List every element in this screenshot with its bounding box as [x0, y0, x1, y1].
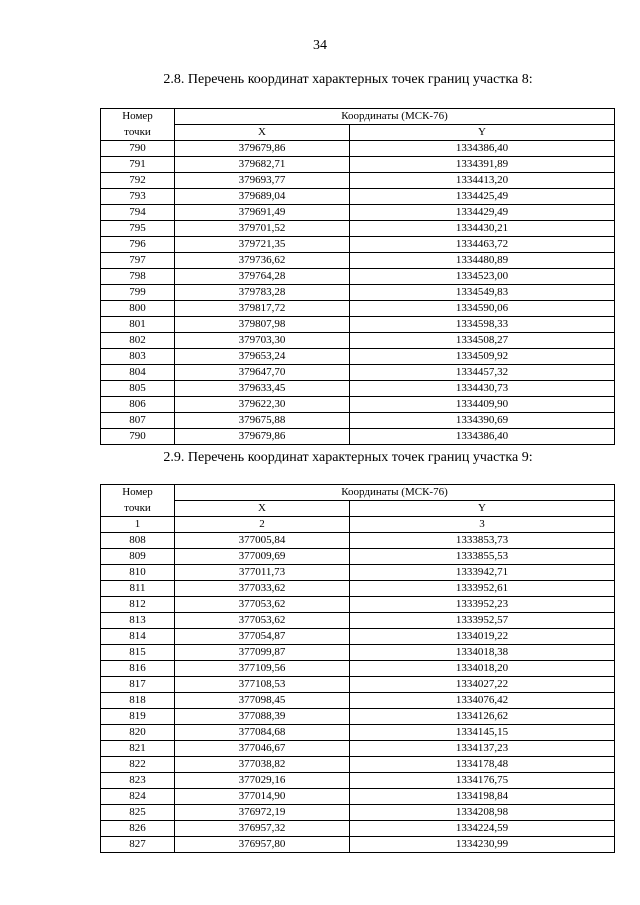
x-coordinate-cell: 379647,70: [175, 365, 350, 381]
x-coordinate-cell: 379701,52: [175, 221, 350, 237]
y-coordinate-cell: 1334413,20: [350, 173, 615, 189]
table-row: [101, 597, 615, 613]
table-row: [101, 565, 615, 581]
point-number-cell: 797: [101, 253, 175, 269]
point-number-cell: 815: [101, 645, 175, 661]
x-coordinate-cell: 379682,71: [175, 157, 350, 173]
x-coordinate-cell: 377099,87: [175, 645, 350, 661]
x-coordinate-cell: 377029,16: [175, 773, 350, 789]
y-coordinate-cell: 1334391,89: [350, 157, 615, 173]
point-number-cell: 818: [101, 693, 175, 709]
table-row: [101, 725, 615, 741]
y-coordinate-cell: 1333855,53: [350, 549, 615, 565]
page-number: 34: [313, 38, 327, 53]
y-coordinate-cell: 1334076,42: [350, 693, 615, 709]
table-row: [101, 381, 615, 397]
table-row: [101, 253, 615, 269]
table-row: [101, 661, 615, 677]
x-coordinate-cell: 379807,98: [175, 317, 350, 333]
coordinates-table-9: [100, 484, 615, 853]
x-coordinate-cell: 379633,45: [175, 381, 350, 397]
x-coordinate-cell: 377053,62: [175, 597, 350, 613]
header-point-number: Номер: [101, 485, 175, 501]
y-coordinate-cell: 1334176,75: [350, 773, 615, 789]
point-number-cell: 809: [101, 549, 175, 565]
header-x: X: [175, 501, 350, 517]
y-coordinate-cell: 1334019,22: [350, 629, 615, 645]
y-coordinate-cell: 1334137,23: [350, 741, 615, 757]
table-row: [101, 709, 615, 725]
x-coordinate-cell: 379764,28: [175, 269, 350, 285]
column-numbering-row: [101, 517, 615, 533]
table-row: [101, 285, 615, 301]
x-coordinate-cell: 377109,56: [175, 661, 350, 677]
y-coordinate-cell: 1334224,59: [350, 821, 615, 837]
y-coordinate-cell: 1334590,06: [350, 301, 615, 317]
header-x: X: [175, 125, 350, 141]
point-number-cell: 817: [101, 677, 175, 693]
point-number-cell: 805: [101, 381, 175, 397]
header-y: Y: [350, 501, 615, 517]
y-coordinate-cell: 1334145,15: [350, 725, 615, 741]
x-coordinate-cell: 377014,90: [175, 789, 350, 805]
point-number-cell: 793: [101, 189, 175, 205]
table-row: [101, 613, 615, 629]
table-row: [101, 317, 615, 333]
x-coordinate-cell: 377011,73: [175, 565, 350, 581]
x-coordinate-cell: 377005,84: [175, 533, 350, 549]
point-number-cell: 820: [101, 725, 175, 741]
point-number-cell: 799: [101, 285, 175, 301]
table-row: [101, 581, 615, 597]
point-number-cell: 796: [101, 237, 175, 253]
point-number-cell: 791: [101, 157, 175, 173]
y-coordinate-cell: 1334386,40: [350, 429, 615, 445]
y-coordinate-cell: 1334386,40: [350, 141, 615, 157]
x-coordinate-cell: 379653,24: [175, 349, 350, 365]
x-coordinate-cell: 377098,45: [175, 693, 350, 709]
point-number-cell: 823: [101, 773, 175, 789]
x-coordinate-cell: 376957,32: [175, 821, 350, 837]
header-coordinates: Координаты (МСК-76): [175, 109, 615, 125]
point-number-cell: 806: [101, 397, 175, 413]
table-row: [101, 349, 615, 365]
y-coordinate-cell: 1334018,38: [350, 645, 615, 661]
table-row: [101, 837, 615, 853]
point-number-cell: 790: [101, 141, 175, 157]
x-coordinate-cell: 377053,62: [175, 613, 350, 629]
table-row: [101, 821, 615, 837]
table-row: [101, 237, 615, 253]
point-number-cell: 810: [101, 565, 175, 581]
x-coordinate-cell: 379679,86: [175, 141, 350, 157]
x-coordinate-cell: 379703,30: [175, 333, 350, 349]
point-number-cell: 812: [101, 597, 175, 613]
point-number-cell: 819: [101, 709, 175, 725]
point-number-cell: 801: [101, 317, 175, 333]
x-coordinate-cell: 379783,28: [175, 285, 350, 301]
table-row: [101, 757, 615, 773]
table-row: [101, 773, 615, 789]
header-point-number: Номер: [101, 109, 175, 125]
y-coordinate-cell: 1334178,48: [350, 757, 615, 773]
table-row: [101, 365, 615, 381]
table-row: [101, 205, 615, 221]
table-row: [101, 269, 615, 285]
y-coordinate-cell: 1334230,99: [350, 837, 615, 853]
x-coordinate-cell: 377088,39: [175, 709, 350, 725]
point-number-cell: 798: [101, 269, 175, 285]
point-number-cell: 814: [101, 629, 175, 645]
y-coordinate-cell: 1334018,20: [350, 661, 615, 677]
y-coordinate-cell: 1334463,72: [350, 237, 615, 253]
x-coordinate-cell: 379679,86: [175, 429, 350, 445]
section-title-8: 2.8. Перечень координат характерных точек границ участка 8:: [163, 72, 533, 87]
y-coordinate-cell: 1334430,21: [350, 221, 615, 237]
column-number-3: 3: [350, 517, 615, 533]
column-number-1: 1: [101, 517, 175, 533]
header-point-label: точки: [101, 501, 175, 517]
table-row: [101, 533, 615, 549]
y-coordinate-cell: 1334208,98: [350, 805, 615, 821]
table-row: [101, 301, 615, 317]
column-number-2: 2: [175, 517, 350, 533]
point-number-cell: 822: [101, 757, 175, 773]
x-coordinate-cell: 377054,87: [175, 629, 350, 645]
x-coordinate-cell: 379693,77: [175, 173, 350, 189]
table-row: [101, 805, 615, 821]
point-number-cell: 826: [101, 821, 175, 837]
x-coordinate-cell: 379817,72: [175, 301, 350, 317]
point-number-cell: 800: [101, 301, 175, 317]
table-row: [101, 333, 615, 349]
table-row: [101, 397, 615, 413]
table-header-row: [101, 125, 615, 141]
point-number-cell: 804: [101, 365, 175, 381]
point-number-cell: 811: [101, 581, 175, 597]
section-title-9: 2.9. Перечень координат характерных точек границ участка 9:: [163, 450, 533, 465]
table-row: [101, 141, 615, 157]
y-coordinate-cell: 1334429,49: [350, 205, 615, 221]
table-row: [101, 629, 615, 645]
x-coordinate-cell: 377033,62: [175, 581, 350, 597]
y-coordinate-cell: 1333952,61: [350, 581, 615, 597]
x-coordinate-cell: 377108,53: [175, 677, 350, 693]
y-coordinate-cell: 1334523,00: [350, 269, 615, 285]
table-header-row: [101, 109, 615, 125]
x-coordinate-cell: 377038,82: [175, 757, 350, 773]
table-header-row: [101, 501, 615, 517]
table-row: [101, 173, 615, 189]
x-coordinate-cell: 379689,04: [175, 189, 350, 205]
point-number-cell: 807: [101, 413, 175, 429]
point-number-cell: 792: [101, 173, 175, 189]
table-row: [101, 677, 615, 693]
y-coordinate-cell: 1334390,69: [350, 413, 615, 429]
point-number-cell: 827: [101, 837, 175, 853]
y-coordinate-cell: 1333853,73: [350, 533, 615, 549]
x-coordinate-cell: 376957,80: [175, 837, 350, 853]
table-row: [101, 549, 615, 565]
table-row: [101, 221, 615, 237]
y-coordinate-cell: 1333952,23: [350, 597, 615, 613]
point-number-cell: 813: [101, 613, 175, 629]
point-number-cell: 795: [101, 221, 175, 237]
y-coordinate-cell: 1334198,84: [350, 789, 615, 805]
y-coordinate-cell: 1333942,71: [350, 565, 615, 581]
x-coordinate-cell: 377084,68: [175, 725, 350, 741]
x-coordinate-cell: 376972,19: [175, 805, 350, 821]
point-number-cell: 808: [101, 533, 175, 549]
y-coordinate-cell: 1334508,27: [350, 333, 615, 349]
table-row: [101, 157, 615, 173]
point-number-cell: 816: [101, 661, 175, 677]
y-coordinate-cell: 1334430,73: [350, 381, 615, 397]
point-number-cell: 790: [101, 429, 175, 445]
x-coordinate-cell: 379721,35: [175, 237, 350, 253]
table-header-row: [101, 485, 615, 501]
point-number-cell: 794: [101, 205, 175, 221]
header-coordinates: Координаты (МСК-76): [175, 485, 615, 501]
point-number-cell: 803: [101, 349, 175, 365]
y-coordinate-cell: 1334457,32: [350, 365, 615, 381]
header-y: Y: [350, 125, 615, 141]
y-coordinate-cell: 1333952,57: [350, 613, 615, 629]
table-row: [101, 645, 615, 661]
table-row: [101, 413, 615, 429]
x-coordinate-cell: 379736,62: [175, 253, 350, 269]
table-row: [101, 189, 615, 205]
point-number-cell: 825: [101, 805, 175, 821]
point-number-cell: 821: [101, 741, 175, 757]
header-point-label: точки: [101, 125, 175, 141]
x-coordinate-cell: 377009,69: [175, 549, 350, 565]
point-number-cell: 802: [101, 333, 175, 349]
table-row: [101, 789, 615, 805]
y-coordinate-cell: 1334425,49: [350, 189, 615, 205]
point-number-cell: 824: [101, 789, 175, 805]
y-coordinate-cell: 1334480,89: [350, 253, 615, 269]
x-coordinate-cell: 379675,88: [175, 413, 350, 429]
x-coordinate-cell: 377046,67: [175, 741, 350, 757]
y-coordinate-cell: 1334409,90: [350, 397, 615, 413]
table-row: [101, 741, 615, 757]
coordinates-table-8: [100, 108, 615, 445]
x-coordinate-cell: 379622,30: [175, 397, 350, 413]
x-coordinate-cell: 379691,49: [175, 205, 350, 221]
y-coordinate-cell: 1334598,33: [350, 317, 615, 333]
y-coordinate-cell: 1334126,62: [350, 709, 615, 725]
y-coordinate-cell: 1334027,22: [350, 677, 615, 693]
y-coordinate-cell: 1334549,83: [350, 285, 615, 301]
table-row: [101, 693, 615, 709]
table-row: [101, 429, 615, 445]
y-coordinate-cell: 1334509,92: [350, 349, 615, 365]
